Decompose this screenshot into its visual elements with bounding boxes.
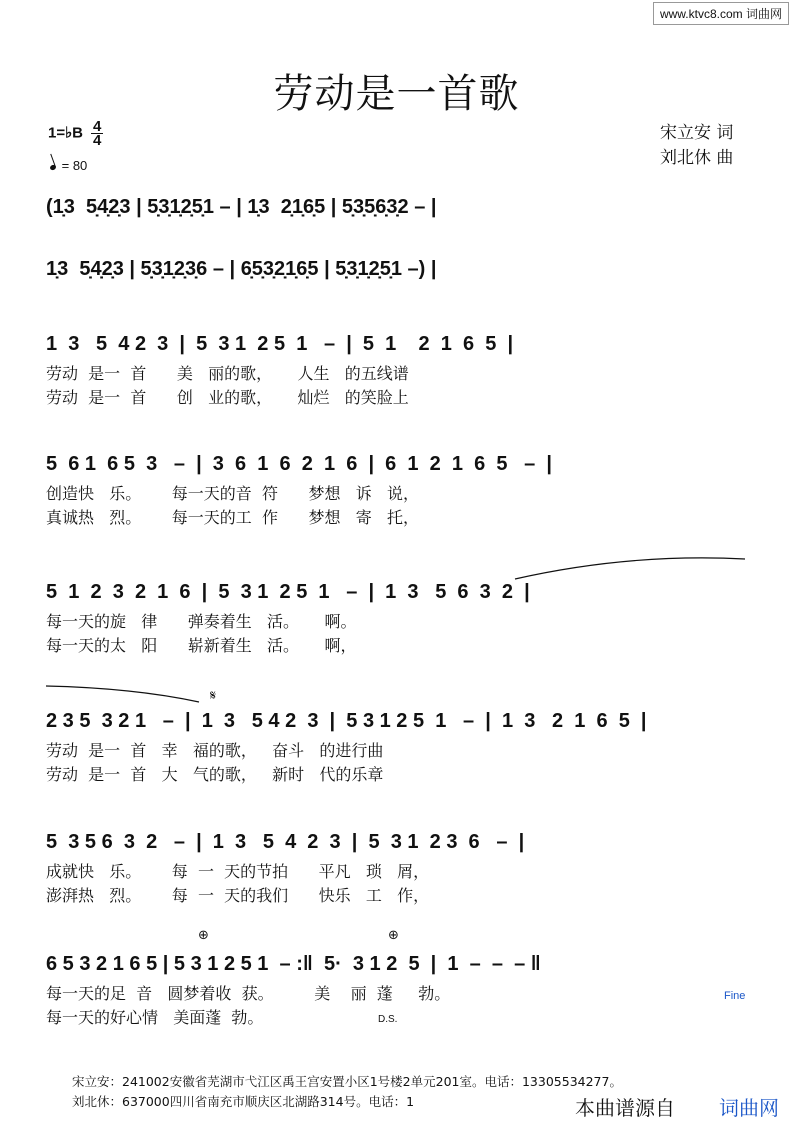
coda-icon: ⊕ — [388, 928, 399, 943]
footer-line-1: 宋立安：241002安徽省芜湖市弋江区禹王宫安置小区1号楼2单元201室。电话：13305534277。 — [72, 1074, 622, 1089]
fine-mark: Fine — [724, 990, 746, 1002]
lyric-line-1: 成就快 乐。 每 一 天的节拍 平凡 琐 屑， — [46, 862, 430, 881]
lyric-line-2: 每一天的好心情 美面蓬 勃。 — [46, 1008, 264, 1027]
lyric-line-2: 每一天的太 阳 崭新着生 活。 啊， — [46, 636, 357, 655]
time-signature — [91, 120, 103, 147]
segno-icon: 𝄋 — [210, 688, 217, 704]
lyric-line-2: 真诚热 烈。 每一天的工 作 梦想 寄 托， — [46, 508, 419, 527]
notation-row: 1̣3 5̣4̣2̣3 | 5̣3̣1̣2̣3̣6 – | 6̣5̣3̣2̣1̣6̣5 | 5̣3̣1̣2̣5̣1 –) | — [46, 258, 437, 280]
lyric-line-2: 澎湃热 烈。 每 一 天的我们 快乐 工 作， — [46, 886, 430, 905]
key-signature — [48, 120, 103, 147]
composer-credit: 刘北休 曲 — [660, 148, 734, 168]
ds-mark: D.S. — [378, 1014, 398, 1025]
tempo-mark — [50, 158, 87, 173]
lyric-line-1: 创造快 乐。 每一天的音 符 梦想 诉 说， — [46, 484, 419, 503]
watermark-logo[interactable]: 词曲网 — [719, 1092, 779, 1121]
notation-row: 5 1 2 3 2 1 6 | 5 3 1 2 5 1 – | 1 3 5 6 3 2 | — [46, 581, 530, 603]
lyric-line-2: 劳动 是一 首 创 业的歌， 灿烂 的笑脸上 — [46, 388, 409, 407]
time-sig-bottom: 4 — [93, 132, 102, 149]
time-sig-top: 4 — [93, 118, 102, 135]
tempo-text: = 80 — [61, 158, 88, 173]
notation-row: 6 5 3 2 1 6 5 | 5 3 1 2 5 1 – :‖ 5· 3 1 2 5 | 1 – – – ‖ — [46, 953, 541, 975]
lyricist-credit: 宋立安 词 — [660, 123, 734, 143]
lyric-line-1: 每一天的足 音 圆梦着收 获。 美 丽 蓬 勃。 — [46, 984, 451, 1003]
quarter-note-icon — [49, 164, 56, 171]
coda-icon: ⊕ — [198, 928, 209, 943]
song-title: 劳动是一首歌 — [273, 71, 520, 117]
watermark-source: 本曲谱源自 — [575, 1092, 675, 1121]
key-text: 1=♭B — [48, 124, 84, 142]
site-url[interactable]: www.ktvc8.com 词曲网 — [653, 2, 789, 25]
lyric-line-2: 劳动 是一 首 大 气的歌， 新时 代的乐章 — [46, 765, 384, 784]
notation-row: 5 3 5 6 3 2 – | 1 3 5 4 2 3 | 5 3 1 2 3 6 – | — [46, 831, 525, 853]
notation-row: 5 6 1 6 5 3 – | 3 6 1 6 2 1 6 | 6 1 2 1 6 5 – | — [46, 453, 552, 475]
notation-row: (1̣3 5̣4̣2̣3 | 5̣3̣1̣2̣5̣1 – | 1̣3 2̣1̣6̣5 | 5̣3̣5̣6̣3̣2 – | — [46, 196, 437, 218]
notation-row: 2 3 5 3 2 1 – | 1 3 5 4 2 3 | 5 3 1 2 5 1 – | 1 3 2 1 6 5 | — [46, 710, 647, 732]
lyric-line-1: 劳动 是一 首 幸 福的歌， 奋斗 的进行曲 — [46, 741, 384, 760]
footer-line-2: 刘北休：637000四川省南充市顺庆区北湖路314号。电话：1 — [72, 1094, 415, 1109]
lyric-line-1: 每一天的旋 律 弹奏着生 活。 啊。 — [46, 612, 357, 631]
lyric-line-1: 劳动 是一 首 美 丽的歌， 人生 的五线谱 — [46, 364, 409, 383]
phrase-slur — [510, 553, 750, 583]
notation-row: 1 3 5 4 2 3 | 5 3 1 2 5 1 – | 5 1 2 1 6 5 | — [46, 333, 514, 355]
phrase-slur-end — [44, 682, 204, 706]
